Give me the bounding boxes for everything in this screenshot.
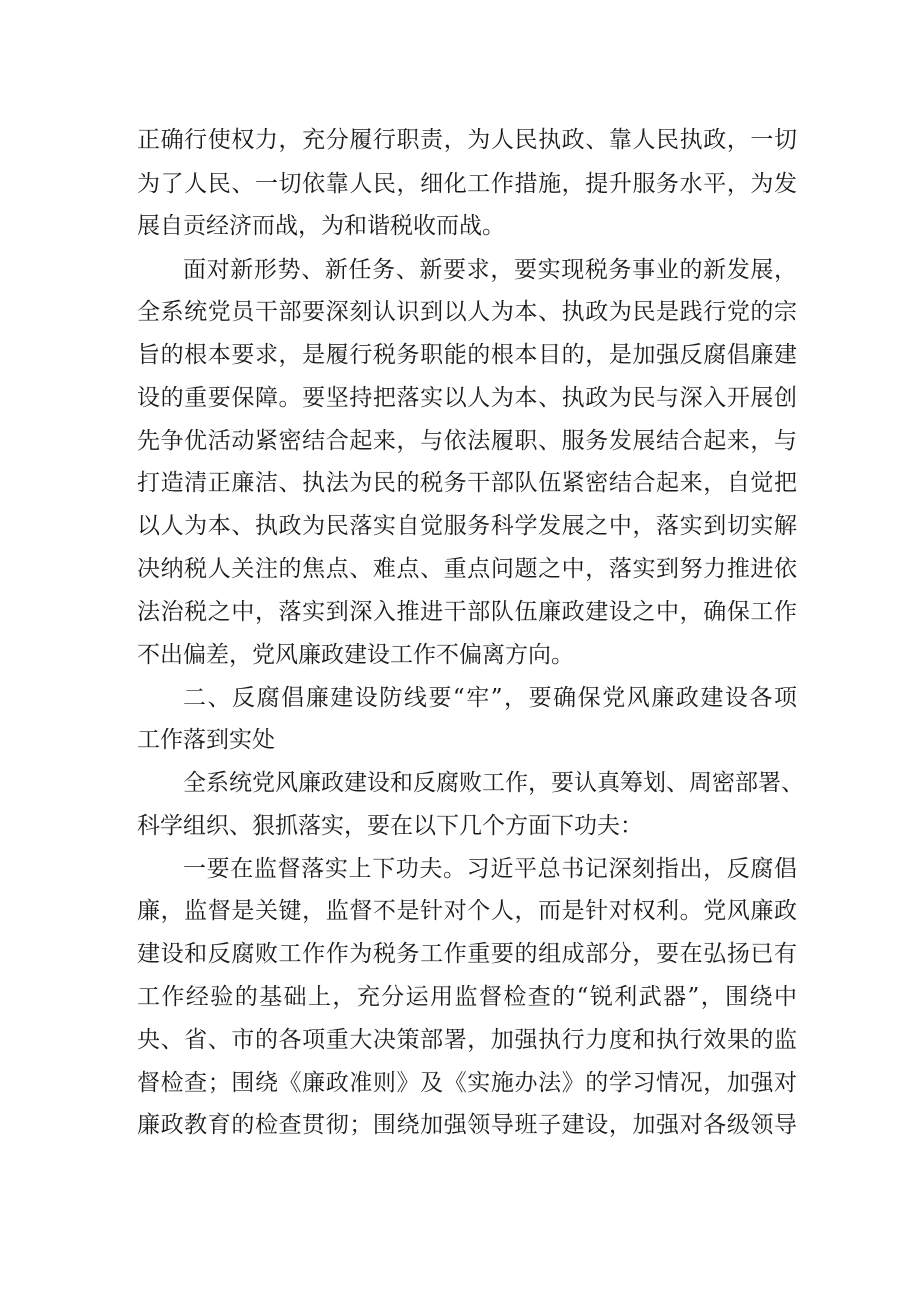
text-line: 督检查；围绕《廉政准则》及《实施办法》的学习情况，加强对 — [137, 1070, 797, 1096]
text-line: 展自贡经济而战，为和谐税收而战。 — [137, 213, 505, 239]
text-line: 旨的根本要求，是履行税务职能的根本目的，是加强反腐倡廉建 — [137, 342, 797, 368]
text-line: 不出偏差，党风廉政建设工作不偏离方向。 — [137, 642, 574, 668]
text-line: 以人为本、执政为民落实自觉服务科学发展之中，落实到切实解 — [137, 513, 797, 539]
paragraph-start-line: 面对新形势、新任务、新要求，要实现税务事业的新发展， — [183, 257, 797, 283]
text-line: 正确行使权力，充分履行职责，为人民执政、靠人民执政，一切 — [137, 127, 797, 153]
text-line: 全系统党员干部要深刻认识到以人为本、执政为民是践行党的宗 — [137, 299, 797, 325]
text-line: 为了人民、一切依靠人民，细化工作措施，提升服务水平，为发 — [137, 171, 797, 197]
text-line: 工作经验的基础上，充分运用监督检查的“锐利武器”，围绕中 — [137, 984, 797, 1010]
text-line: 先争优活动紧密结合起来，与依法履职、服务发展结合起来，与 — [137, 428, 797, 454]
text-line: 设的重要保障。要坚持把落实以人为本、执政为民与深入开展创 — [137, 385, 797, 411]
text-line: 央、省、市的各项重大决策部署，加强执行力度和执行效果的监 — [137, 1027, 797, 1053]
text-line: 廉，监督是关键，监督不是针对个人，而是针对权利。党风廉政 — [137, 898, 797, 924]
text-line: 科学组织、狠抓落实，要在以下几个方面下功夫： — [137, 813, 643, 839]
paragraph-start-line: 全系统党风廉政建设和反腐败工作，要认真筹划、周密部署、 — [183, 770, 804, 796]
text-line: 建设和反腐败工作作为税务工作重要的组成部分，要在弘扬已有 — [137, 941, 797, 967]
text-line: 廉政教育的检查贯彻；围绕加强领导班子建设，加强对各级领导 — [137, 1112, 797, 1138]
paragraph-start-line: 一要在监督落实上下功夫。习近平总书记深刻指出，反腐倡 — [183, 856, 797, 882]
section-heading-line: 二、反腐倡廉建设防线要“牢”，要确保党风廉政建设各项 — [183, 685, 797, 711]
text-line: 法治税之中，落实到深入推进干部队伍廉政建设之中，确保工作 — [137, 599, 797, 625]
text-line: 决纳税人关注的焦点、难点、重点问题之中，落实到努力推进依 — [137, 556, 797, 582]
text-line: 打造清正廉洁、执法为民的税务干部队伍紧密结合起来，自觉把 — [137, 470, 797, 496]
section-heading-line: 工作落到实处 — [137, 727, 275, 753]
